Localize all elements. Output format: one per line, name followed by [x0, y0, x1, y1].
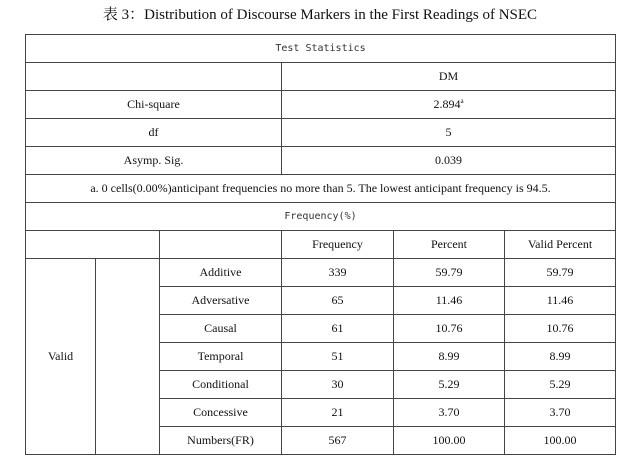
category-cell: Temporal	[160, 343, 282, 371]
chi-square-row	[26, 91, 616, 119]
category-cell: Adversative	[160, 287, 282, 315]
chi-square-label: Chi-square	[26, 91, 282, 119]
category-cell: Causal	[160, 315, 282, 343]
valid-percent-cell: 11.46	[505, 287, 616, 315]
percent-cell: 5.29	[394, 371, 505, 399]
percent-cell: 100.00	[394, 427, 505, 455]
frequency-column-header: Frequency	[282, 231, 394, 259]
test-statistics-header-row	[26, 63, 616, 91]
valid-percent-cell: 3.70	[505, 399, 616, 427]
frequency-cell: 61	[282, 315, 394, 343]
valid-percent-cell: 59.79	[505, 259, 616, 287]
frequency-cell: 51	[282, 343, 394, 371]
percent-cell: 11.46	[394, 287, 505, 315]
frequency-cell: 65	[282, 287, 394, 315]
valid-sub-blank	[96, 259, 160, 455]
df-value: 5	[282, 119, 616, 147]
chi-square-footnote-mark: a	[460, 97, 464, 105]
frequency-title: Frequency(%)	[26, 203, 616, 231]
frequency-header-blank-1	[26, 231, 160, 259]
dm-column-header: DM	[282, 63, 616, 91]
df-row	[26, 119, 616, 147]
percent-cell: 8.99	[394, 343, 505, 371]
footnote-row	[26, 175, 616, 203]
valid-percent-cell: 5.29	[505, 371, 616, 399]
frequency-cell: 339	[282, 259, 394, 287]
test-statistics-title-row	[26, 35, 616, 63]
percent-cell: 10.76	[394, 315, 505, 343]
percent-cell: 3.70	[394, 399, 505, 427]
frequency-header-blank-2	[160, 231, 282, 259]
valid-percent-cell: 10.76	[505, 315, 616, 343]
footnote-text: a. 0 cells(0.00%)anticipant frequencies no more than 5. The lowest anticipant frequency is 94.5.	[26, 175, 616, 203]
valid-percent-cell: 8.99	[505, 343, 616, 371]
chi-square-value-cell	[282, 91, 616, 119]
asymp-sig-value: 0.039	[282, 147, 616, 175]
asymp-sig-row	[26, 147, 616, 175]
chi-square-value: 2.894	[433, 97, 461, 111]
category-cell: Conditional	[160, 371, 282, 399]
test-statistics-title: Test Statistics	[26, 35, 616, 63]
percent-column-header: Percent	[394, 231, 505, 259]
asymp-sig-label: Asymp. Sig.	[26, 147, 282, 175]
percent-cell: 59.79	[394, 259, 505, 287]
header-blank-cell	[26, 63, 282, 91]
valid-percent-cell: 100.00	[505, 427, 616, 455]
statistics-table	[25, 34, 616, 455]
frequency-cell: 30	[282, 371, 394, 399]
valid-group-label: Valid	[26, 259, 96, 455]
table-caption: 表 3：Distribution of Discourse Markers in the First Readings of NSEC	[102, 7, 538, 23]
valid-percent-column-header: Valid Percent	[505, 231, 616, 259]
frequency-cell: 567	[282, 427, 394, 455]
category-cell: Numbers(FR)	[160, 427, 282, 455]
table-row	[26, 259, 616, 287]
category-cell: Additive	[160, 259, 282, 287]
df-label: df	[26, 119, 282, 147]
frequency-title-row	[26, 203, 616, 231]
frequency-cell: 21	[282, 399, 394, 427]
category-cell: Concessive	[160, 399, 282, 427]
frequency-header-row	[26, 231, 616, 259]
